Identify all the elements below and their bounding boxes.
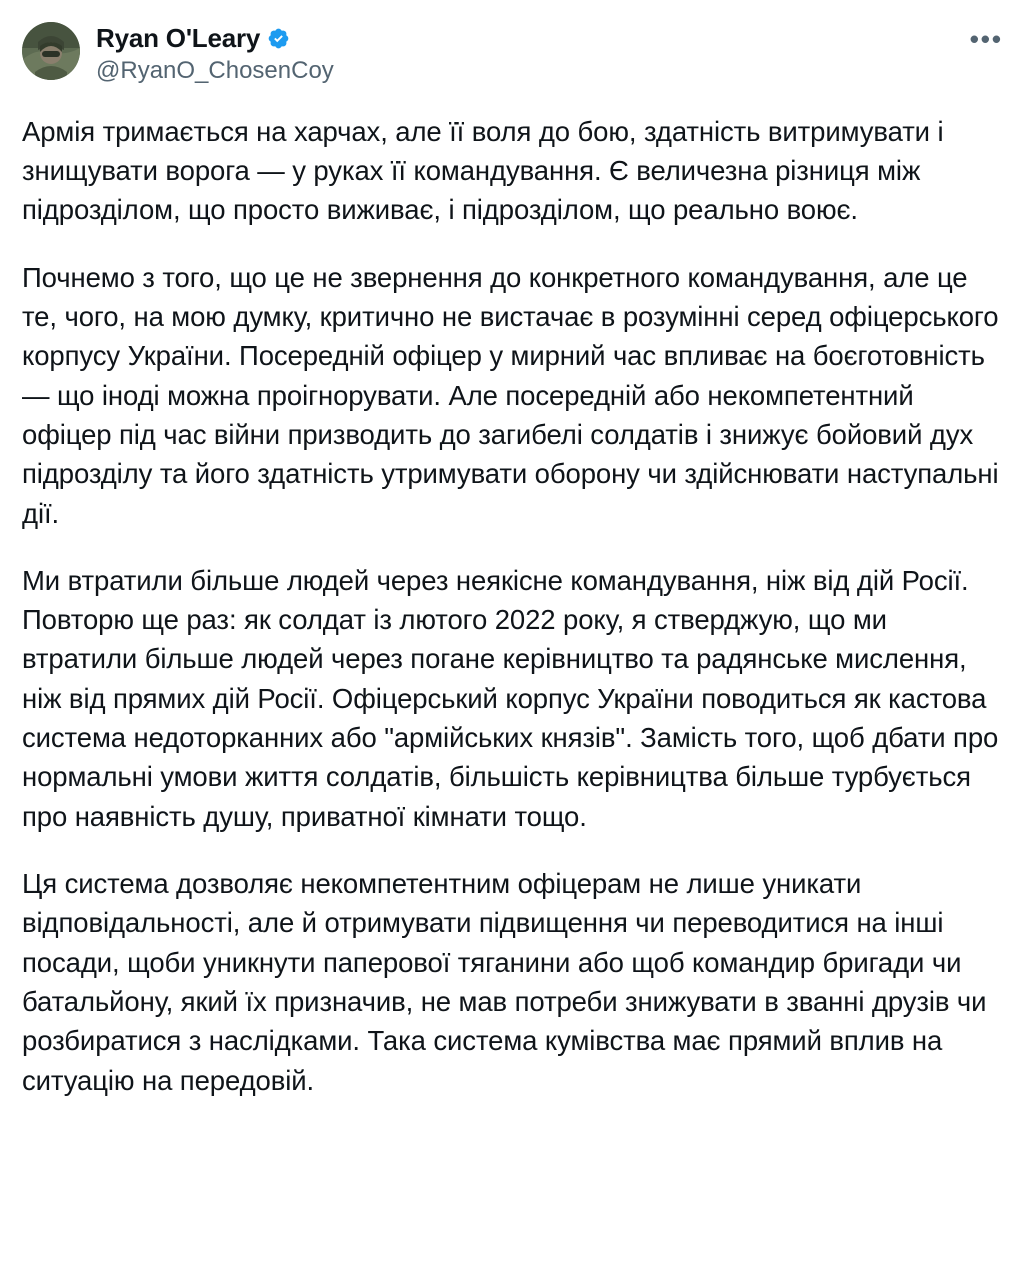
tweet-paragraph: Ми втратили більше людей через неякісне командування, ніж від дій Росії. Повторю ще раз: як солдат із лютого 2022 року, я стверджую, що ми втратили більше людей через погане керівництво та радянське мислення, ніж від прямих дій Росії. Офіцерський корпус України поводиться як кастова система недоторканних або "армійських князів". Замість того, щоб дбати про нормальні умови життя солдатів, більшість керівництва більше турбується про наявність душу, приватної кімнати тощо. — [22, 564, 999, 832]
author-identity — [96, 22, 334, 86]
tweet-paragraph: Ця система дозволяє некомпетентним офіцерам не лише уникати відповідальності, але й отримувати підвищення чи переводитися на інші посади, щоби уникнути паперової тяганини або щоб командир бригади чи батальйону, який їх призначив, не мав потреби знижувати в званні друзів чи розбиратися з наслідками. Така система кумівства має прямий вплив на ситуацію на передовій. — [22, 868, 987, 1096]
avatar[interactable] — [22, 22, 80, 80]
verified-badge-icon — [267, 27, 290, 50]
tweet-text — [22, 112, 1005, 1100]
avatar-image — [22, 22, 80, 80]
tweet-paragraph: Армія тримається на харчах, але її воля до бою, здатність витримувати і знищувати ворога — у руках її командування. Є величезна різниця між підрозділом, що просто виживає, і підрозділом, що реально воює. — [22, 115, 944, 226]
author-name-row — [96, 24, 334, 54]
tweet-paragraph: Почнемо з того, що це не звернення до конкретного командування, але це те, чого, на мою думку, критично не вистачає в розумінні серед офіцерського корпусу України. Посередній офіцер у мирний час впливає на боєготовність — що іноді можна проігнорувати. Але посередній або некомпетентний офіцер під час війни призводить до загибелі солдатів і знижує бойовий дух підрозділу та його здатність утримувати оборону чи здійснювати наступальні дії. — [22, 261, 999, 529]
tweet-header — [22, 22, 1005, 86]
author-display-name[interactable]: Ryan O'Leary — [96, 23, 261, 53]
author-handle[interactable]: @RyanO_ChosenCoy — [96, 56, 334, 84]
more-options-icon[interactable]: ••• — [969, 24, 1003, 54]
